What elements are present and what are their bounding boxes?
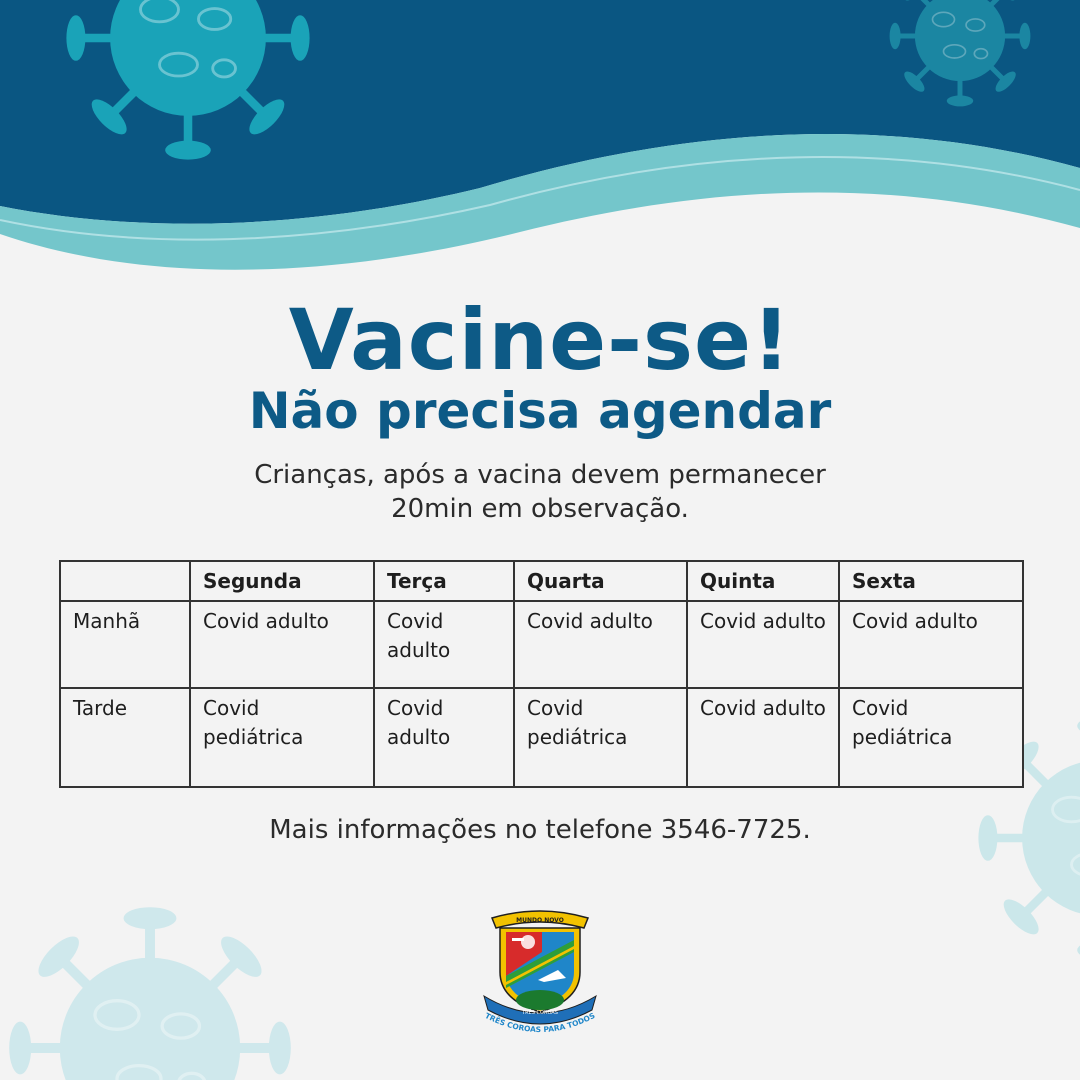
vaccination-schedule-table: [59, 560, 1024, 788]
cell-line: Covid adulto: [852, 609, 978, 633]
cell-line: Covid adulto: [700, 696, 826, 720]
table-header-row: [60, 561, 1023, 601]
cell-line: Covid adulto: [700, 609, 826, 633]
schedule-cell: [514, 601, 687, 688]
schedule-cell: [514, 688, 687, 787]
cell-line: Covid adulto: [203, 609, 329, 633]
observation-note: [140, 458, 940, 526]
schedule-cell: [374, 601, 514, 688]
header-day: Quarta: [514, 561, 687, 601]
cell-line: adulto: [387, 725, 451, 749]
schedule-cell: [687, 688, 839, 787]
cell-line: Covid: [852, 696, 909, 720]
period-cell: Manhã: [60, 601, 190, 688]
table-row: [60, 688, 1023, 787]
header-day: Terça: [374, 561, 514, 601]
schedule-cell: [190, 601, 374, 688]
cell-line: Covid: [527, 696, 584, 720]
cell-line: pediátrica: [852, 725, 953, 749]
schedule-cell: [687, 601, 839, 688]
headline: Vacine-se!: [288, 291, 792, 389]
cell-line: Covid: [387, 696, 444, 720]
cell-line: Covid adulto: [527, 609, 653, 633]
logo-bottom-ribbon: TRÊS COROAS: [522, 1010, 558, 1016]
header-day: Quinta: [687, 561, 839, 601]
schedule-cell: [190, 688, 374, 787]
table-row: [60, 601, 1023, 688]
logo-motto: TRÊS COROAS PARA TODOS: [483, 1010, 597, 1035]
logo-top-ribbon: MUNDO NOVO: [516, 917, 564, 924]
cell-line: pediátrica: [203, 725, 304, 749]
subheadline: Não precisa agendar: [248, 382, 832, 440]
cell-line: Covid: [387, 609, 444, 633]
schedule-cell: [839, 688, 1023, 787]
schedule-cell: [374, 688, 514, 787]
cell-line: Covid: [203, 696, 260, 720]
schedule-cell: [839, 601, 1023, 688]
cell-line: adulto: [387, 638, 451, 662]
cell-line: pediátrica: [527, 725, 628, 749]
contact-info: Mais informações no telefone 3546-7725.: [269, 815, 811, 845]
note-line: Crianças, após a vacina devem permanecer: [254, 460, 826, 490]
municipal-coat-of-arms-logo: [478, 900, 602, 1036]
header-day: Segunda: [190, 561, 374, 601]
period-cell: Tarde: [60, 688, 190, 787]
note-line: 20min em observação.: [391, 494, 689, 524]
header-corner: [60, 561, 190, 601]
header-day: Sexta: [839, 561, 1023, 601]
